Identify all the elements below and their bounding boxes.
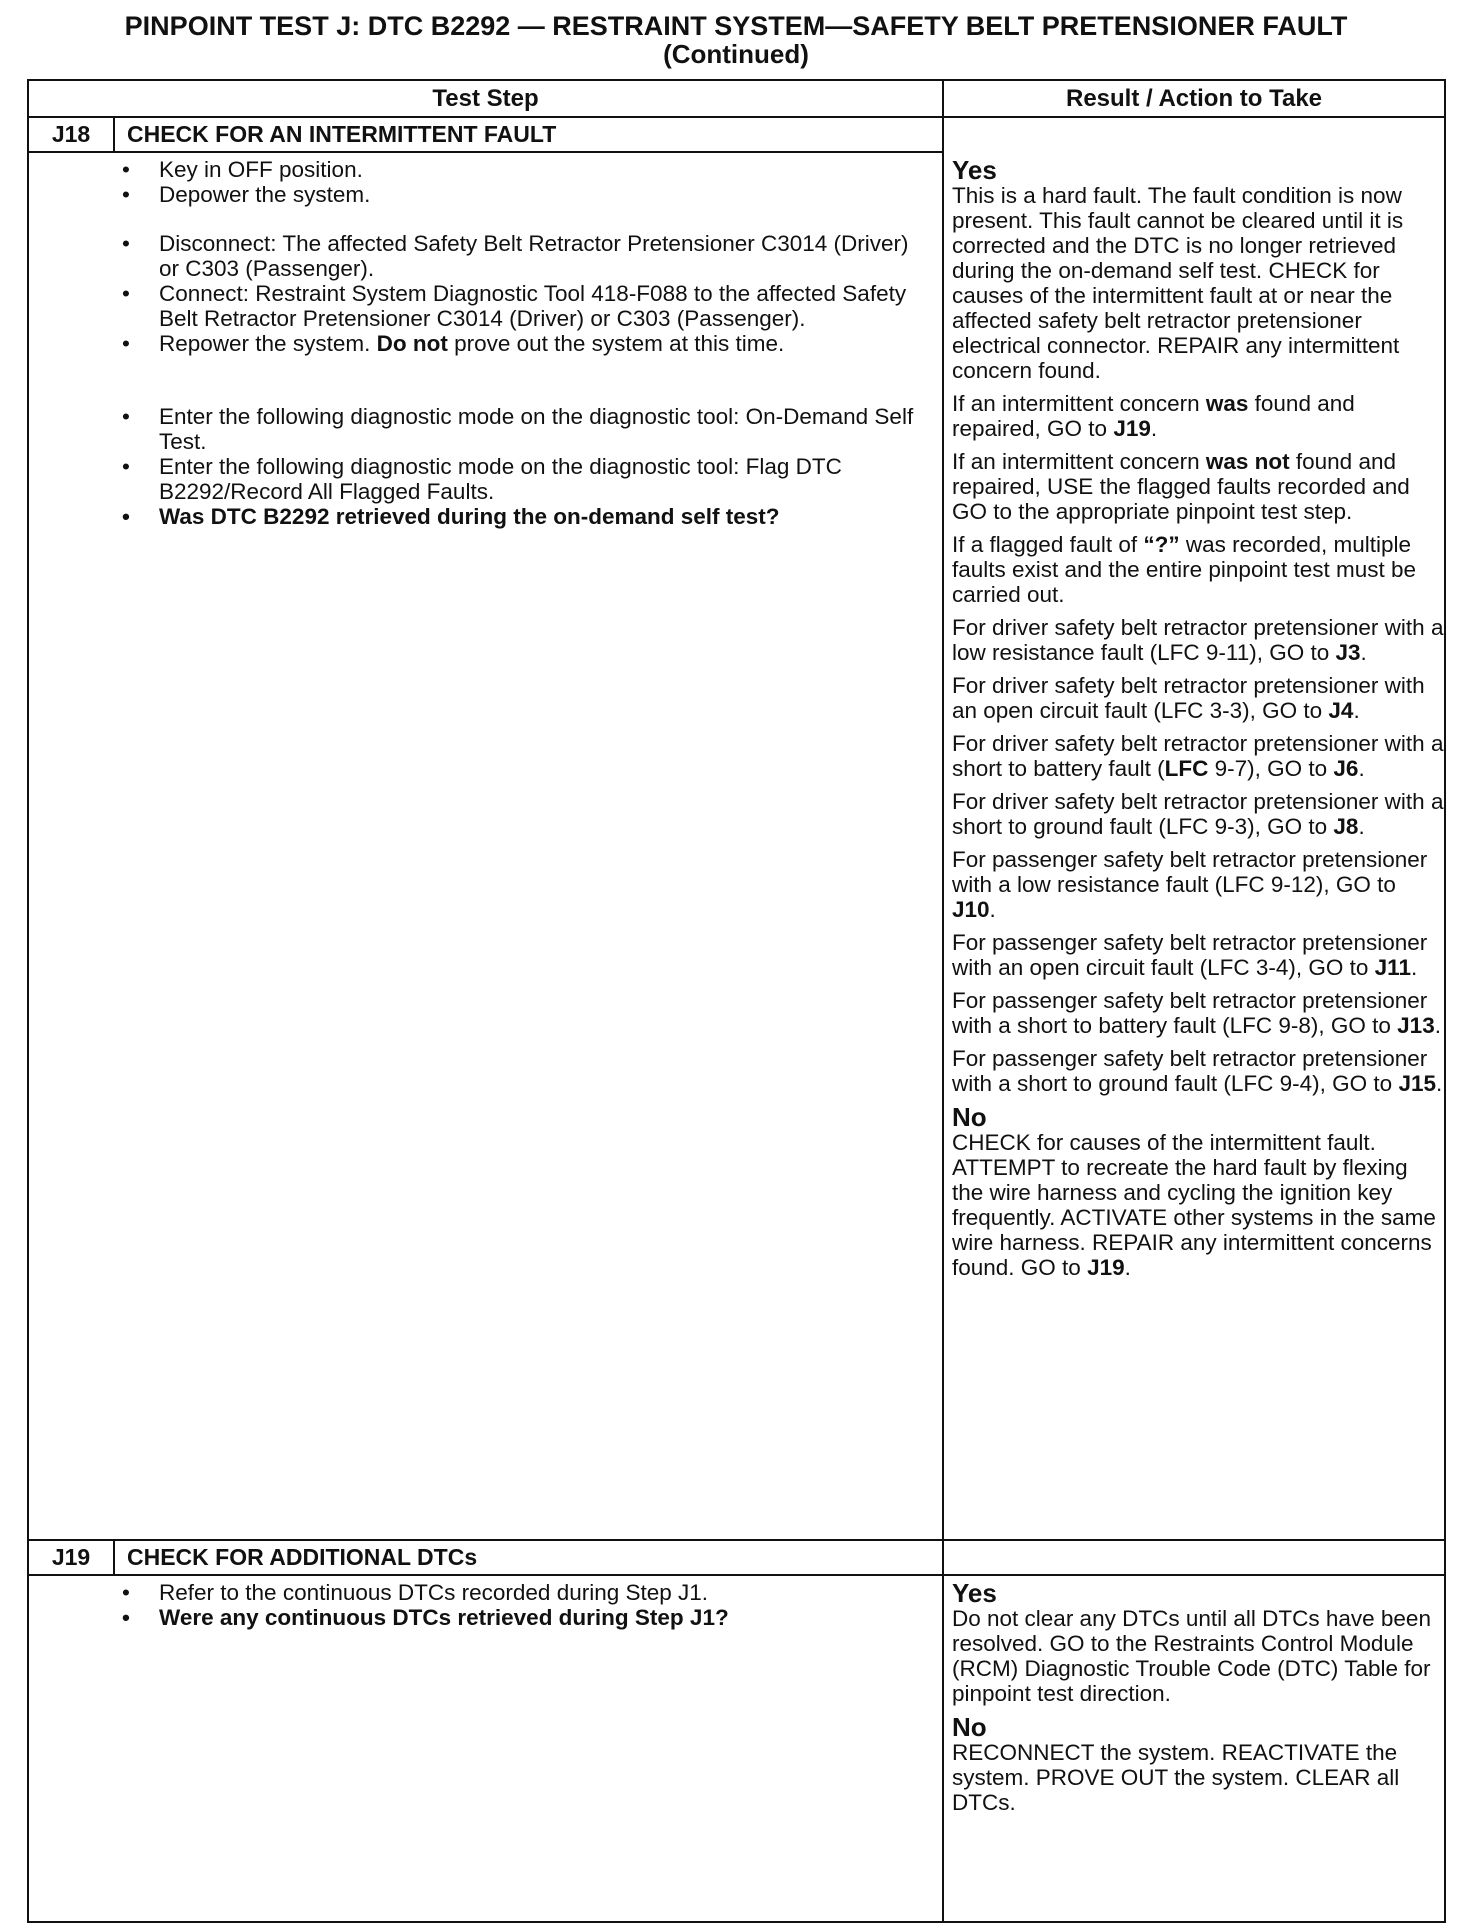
row-divider	[942, 1574, 1444, 1576]
result-paragraph: If a flagged fault of “?” was recorded, multiple faults exist and the entire pinpoint test must be carried out.	[952, 532, 1417, 607]
step-j18-result	[952, 157, 1444, 1288]
result-paragraph: CHECK for causes of the intermittent fault. ATTEMPT to recreate the hard fault by flexing the wire harness and cycling the ignition key frequently. ACTIVATE other systems in the same wire harness. REPAIR any intermittent concerns found. GO to J19.	[952, 1130, 1436, 1280]
result-paragraph: If an intermittent concern was found and repaired, GO to J19.	[952, 391, 1355, 441]
step-title-j18: CHECK FOR AN INTERMITTENT FAULT	[127, 121, 557, 147]
list-item: • Key in OFF position.	[109, 157, 919, 182]
column-divider	[942, 81, 944, 1921]
result-paragraph: For driver safety belt retractor pretensioner with a low resistance fault (LFC 9-11), GO to J3.	[952, 615, 1444, 665]
title-main: PINPOINT TEST J: DTC B2292 — RESTRAINT SYSTEM—SAFETY BELT PRETENSIONER FAULT	[124, 11, 1348, 41]
yes-label: Yes	[952, 155, 997, 185]
result-paragraph: For driver safety belt retractor pretensioner with a short to battery fault (LFC 9-7), GO to J6.	[952, 731, 1444, 781]
page-title	[0, 12, 1472, 68]
list-item: • Depower the system.	[109, 182, 919, 207]
list-item: • Disconnect: The affected Safety Belt Retractor Pretensioner C3014 (Driver) or C303 (Passenger).	[109, 231, 919, 281]
list-item: • Connect: Restraint System Diagnostic Tool 418-F088 to the affected Safety Belt Retractor Pretensioner C3014 (Driver) or C303 (Passenger).	[109, 281, 919, 331]
list-item: • Enter the following diagnostic mode on the diagnostic tool: Flag DTC B2292/Record All Flagged Faults.	[109, 454, 919, 504]
result-paragraph: For driver safety belt retractor pretensioner with an open circuit fault (LFC 3-3), GO to J4.	[952, 673, 1425, 723]
result-paragraph: RECONNECT the system. REACTIVATE the system. PROVE OUT the system. CLEAR all DTCs.	[952, 1740, 1400, 1815]
result-paragraph: This is a hard fault. The fault condition is now present. This fault cannot be cleared until it is corrected and the DTC is no longer retrieved during the on-demand self test. CHECK for causes of the intermittent fault at or near the affected safety belt retractor pretensioner electrical connector. REPAIR any intermittent concern found.	[952, 183, 1404, 383]
step-j18-instructions	[109, 157, 919, 529]
result-paragraph: For passenger safety belt retractor pretensioner with an open circuit fault (LFC 3-4), GO to J11.	[952, 930, 1428, 980]
id-column-divider	[113, 116, 115, 151]
result-paragraph: For passenger safety belt retractor pretensioner with a low resistance fault (LFC 9-12), GO to J10.	[952, 847, 1428, 922]
header-result: Result / Action to Take	[1065, 85, 1323, 112]
list-item: • Were any continuous DTCs retrieved during Step J1?	[109, 1605, 919, 1630]
step-id-j18: J18	[51, 121, 91, 147]
pinpoint-table	[27, 79, 1446, 1923]
result-paragraph: For passenger safety belt retractor pretensioner with a short to battery fault (LFC 9-8), GO to J13.	[952, 988, 1441, 1038]
list-item: • Enter the following diagnostic mode on the diagnostic tool: On-Demand Self Test.	[109, 404, 919, 454]
list-item: • Refer to the continuous DTCs recorded during Step J1.	[109, 1580, 919, 1605]
title-continued: (Continued)	[663, 39, 809, 69]
step-id-j19: J19	[51, 1544, 91, 1570]
result-paragraph: If an intermittent concern was not found and repaired, USE the flagged faults recorded and GO to the appropriate pinpoint test step.	[952, 449, 1410, 524]
no-label: No	[952, 1102, 987, 1132]
result-paragraph: For passenger safety belt retractor pretensioner with a short to ground fault (LFC 9-4), GO to J15.	[952, 1046, 1443, 1096]
list-item: • Was DTC B2292 retrieved during the on-demand self test?	[109, 504, 919, 529]
yes-label: Yes	[952, 1578, 997, 1608]
list-item: • Repower the system. Do not prove out the system at this time.	[109, 331, 919, 356]
row-divider	[29, 1574, 942, 1576]
result-paragraph: For driver safety belt retractor pretensioner with a short to ground fault (LFC 9-3), GO to J8.	[952, 789, 1444, 839]
header-test-step: Test Step	[432, 85, 539, 112]
row-divider	[29, 151, 942, 153]
result-paragraph: Do not clear any DTCs until all DTCs have been resolved. GO to the Restraints Control Module (RCM) Diagnostic Trouble Code (DTC) Table for pinpoint test direction.	[952, 1606, 1431, 1706]
step-j19-result	[952, 1580, 1444, 1823]
no-label: No	[952, 1712, 987, 1742]
step-j19-instructions	[109, 1580, 919, 1630]
id-column-divider	[113, 1539, 115, 1574]
step-title-j19: CHECK FOR ADDITIONAL DTCs	[127, 1544, 478, 1570]
